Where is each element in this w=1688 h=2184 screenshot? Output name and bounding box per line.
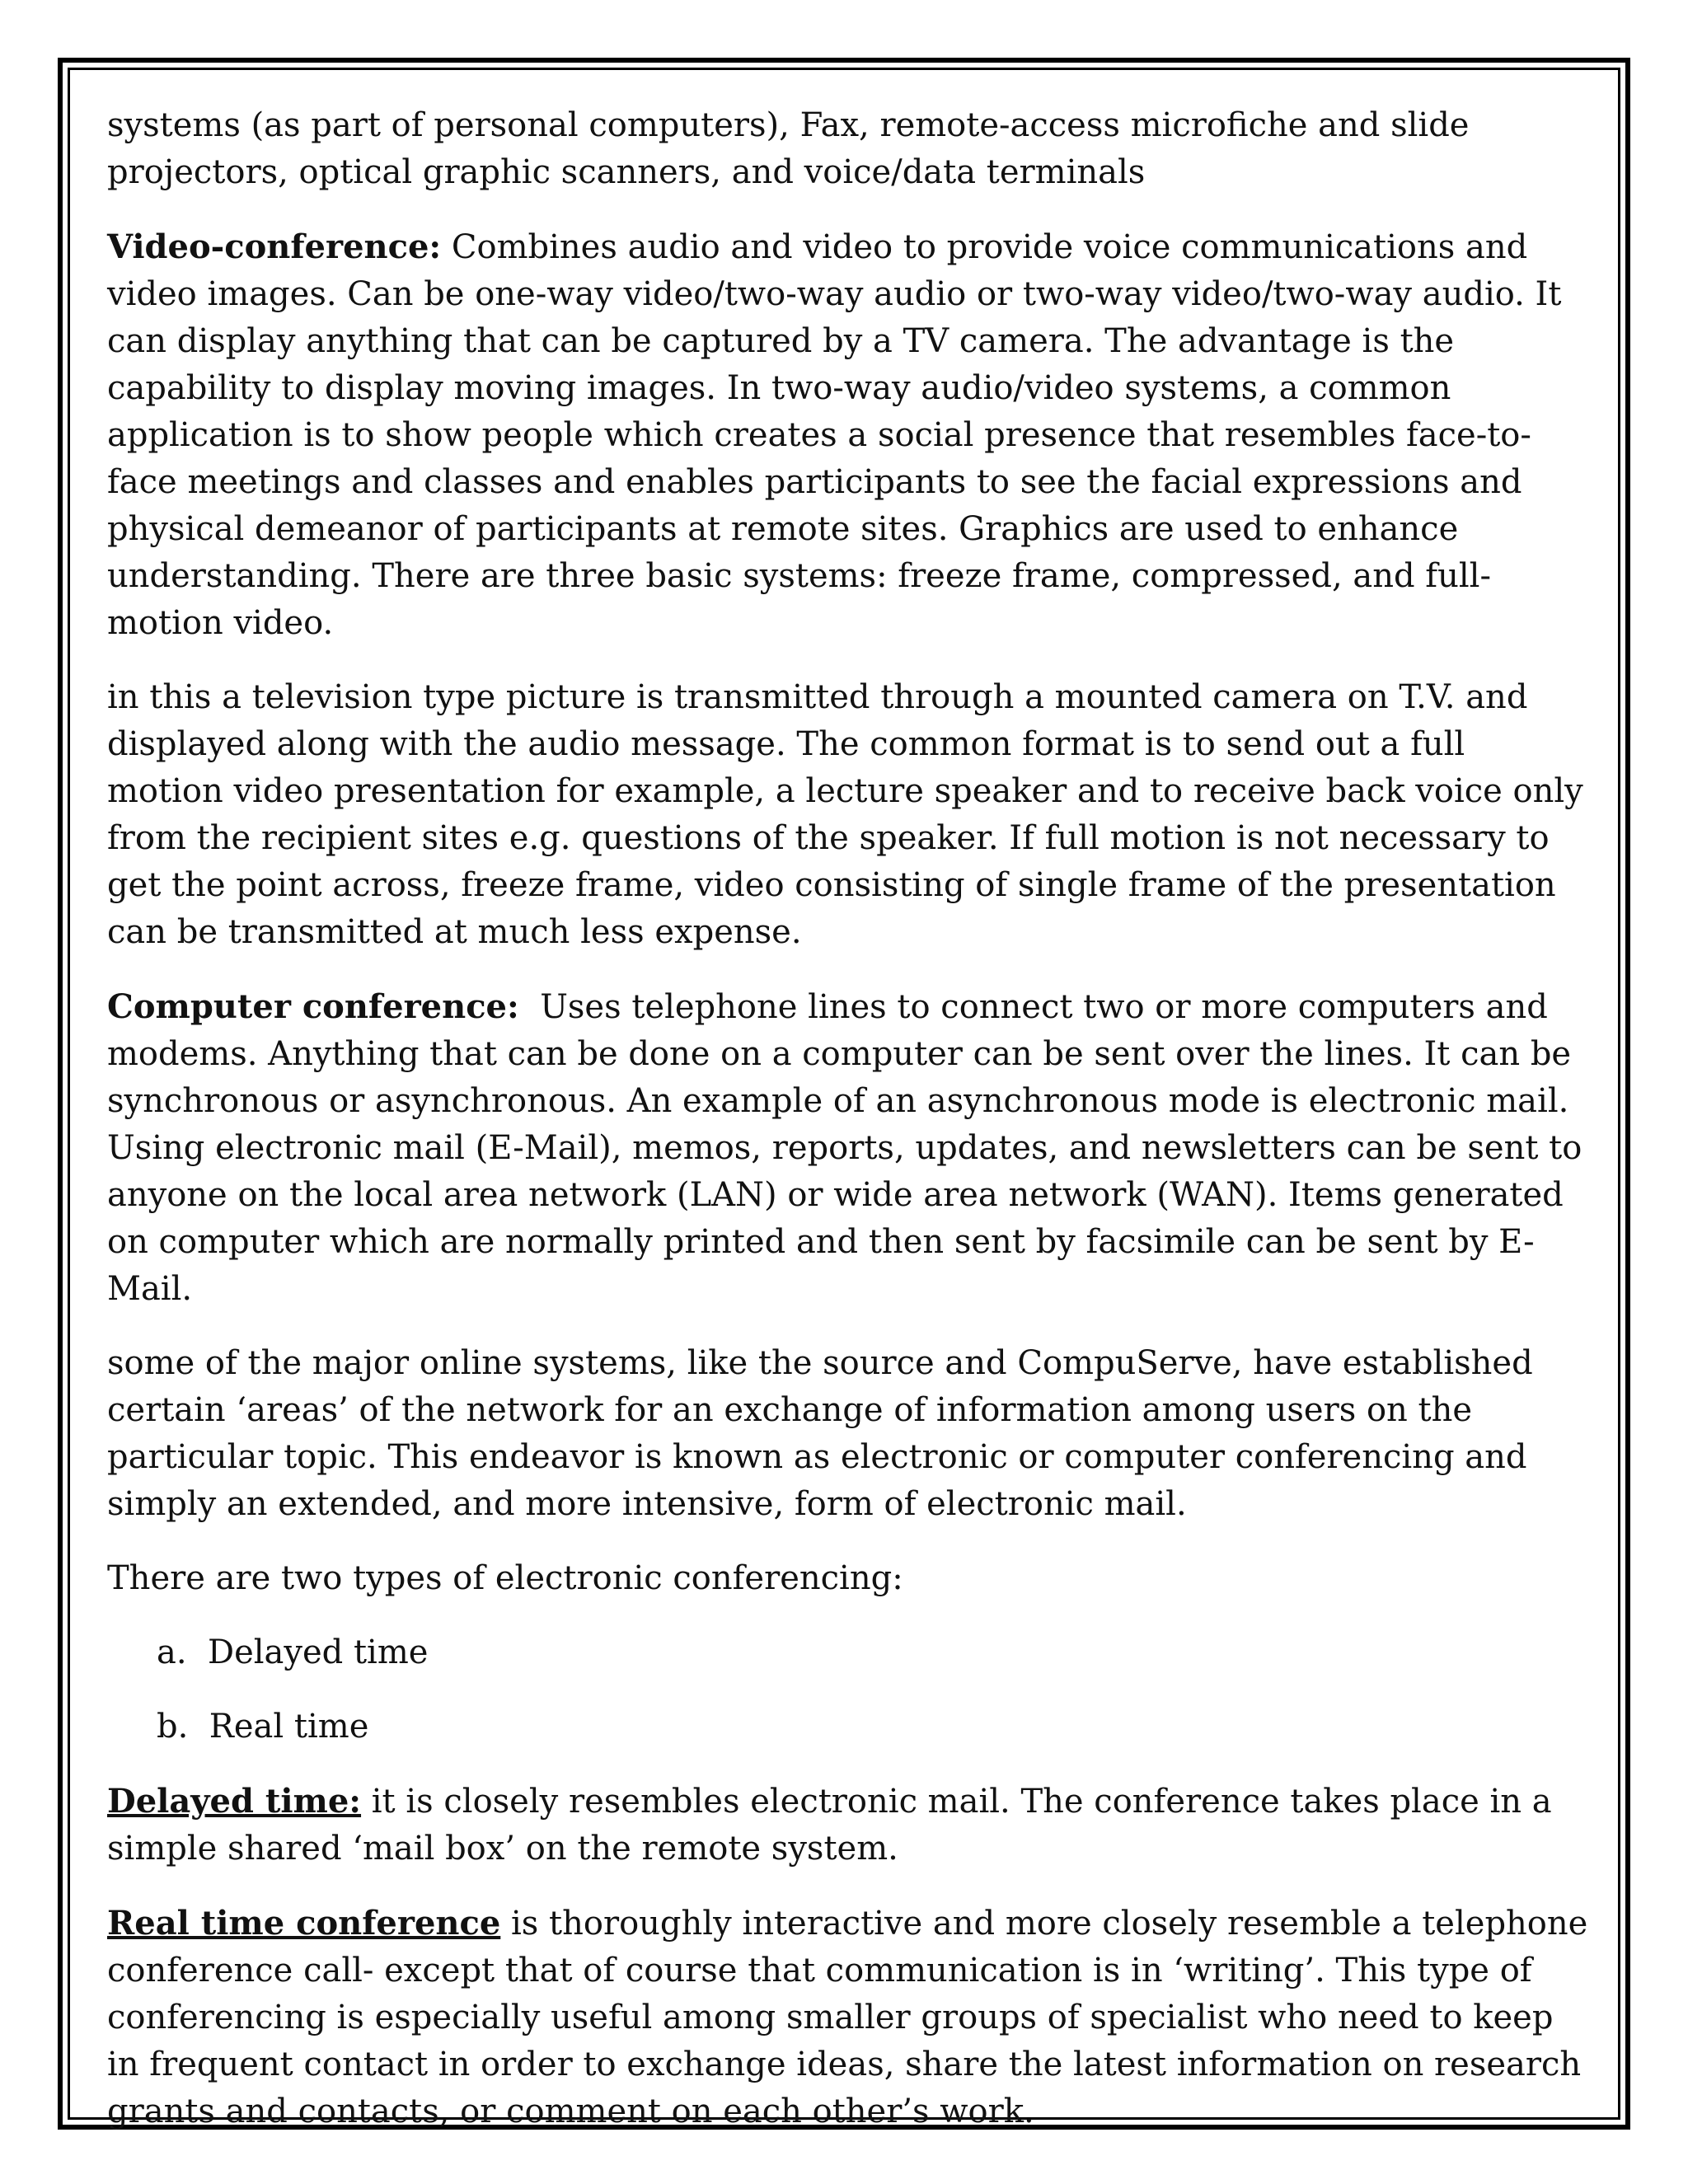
types-intro: There are two types of electronic conferencing: [107, 1559, 903, 1597]
real-time-paragraph [107, 1900, 1591, 2135]
types-list [107, 1629, 1591, 1750]
computer-conference-text: Uses telephone lines to connect two or more computers and modems. Anything that can be done on a computer can be sent over the lines. It can be synchronous or asynchronous. An example of an asynchronous mode is electronic mail. Using electronic mail (E-Mail), memos, reports, updates, and newsletters can be sent to anyone on the local area network (LAN) or wide area network (WAN). Items generated on computer which are normally printed and then sent by facsimile can be sent by E-Mail. [107, 988, 1593, 1308]
delayed-time-heading: Delayed time: [107, 1782, 362, 1821]
delayed-time-text: it is closely resembles electronic mail. The conference takes place in a simple shared ‘mail box’ on the remote system. [107, 1783, 1552, 1868]
real-time-text: is thoroughly interactive and more closely resemble a telephone conference call- except that of course that communication is in ‘writing’. This type of conferencing is especially useful among smaller groups of specialist who need to keep in frequent contact in order to exchange ideas, share the latest information on research grants and contacts, or comment on each other’s work. [107, 1905, 1588, 2130]
online-systems-paragraph: some of the major online systems, like the source and CompuServe, have established certain ‘areas’ of the network for an exchange of information among users on the particular topic. This endeavor is known as electronic or computer conferencing and simply an extended, and more intensive, form of electronic mail. [107, 1344, 1533, 1523]
real-time-heading: Real time conference [107, 1904, 501, 1943]
television-paragraph: in this a television type picture is transmitted through a mounted camera on T.V. and displayed along with the audio message. The common format is to send out a full motion video presentation for example, a lecture speaker and to receive back voice only from the recipient sites e.g. questions of the speaker. If full motion is not necessary to get the point across, freeze frame, video consisting of single frame of the presentation can be transmitted at much less expense. [107, 678, 1583, 951]
computer-conference-heading: Computer conference: [107, 987, 519, 1026]
document-body [107, 102, 1591, 2163]
intro-paragraph: systems (as part of personal computers), Fax, remote-access microfiche and slide projectors, optical graphic scanners, and voice/data terminals [107, 106, 1470, 191]
computer-conference-paragraph [107, 983, 1591, 1313]
video-conference-paragraph [107, 223, 1591, 647]
delayed-time-paragraph [107, 1778, 1591, 1872]
list-item: b. Real time [157, 1708, 369, 1746]
list-item: a. Delayed time [157, 1633, 429, 1671]
video-conference-heading: Video-conference: [107, 227, 442, 266]
video-conference-text: Combines audio and video to provide voice communications and video images. Can be one-way video/two-way audio or two-way video/two-way audio. It can display anything that can be captured by a TV camera. The advantage is the capability to display moving images. In two-way audio/video systems, a common application is to show people which creates a social presence that resembles face-to-face meetings and classes and enables participants to see the facial expressions and physical demeanor of participants at remote sites. Graphics are used to enhance understanding. There are three basic systems: freeze frame, compressed, and full-motion video. [107, 228, 1562, 642]
